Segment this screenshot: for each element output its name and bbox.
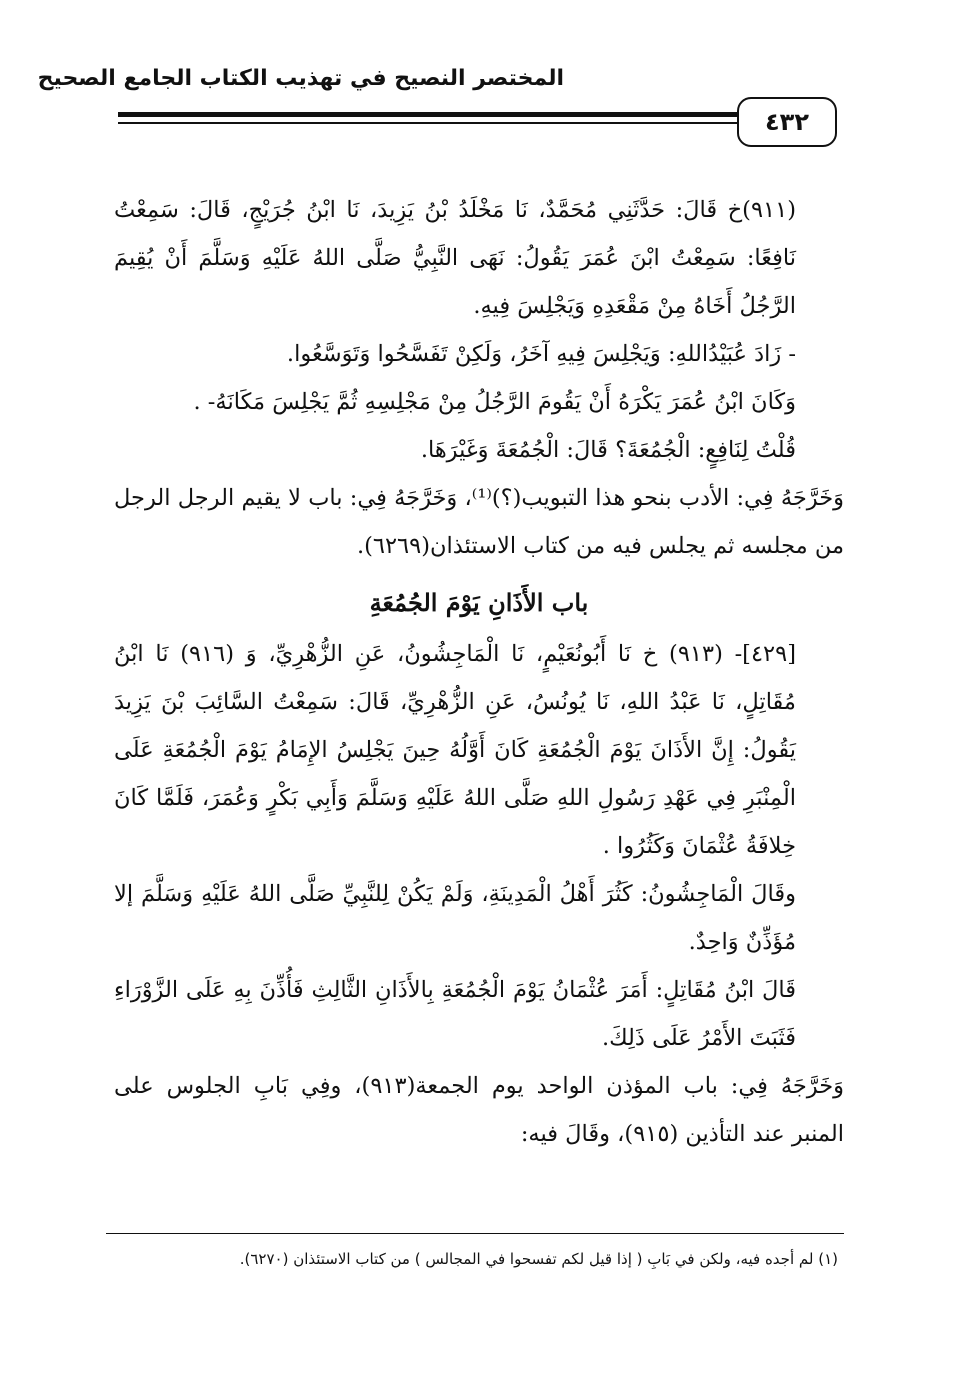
addition-ubaidullah: - زَادَ عُبَيْدُاللهِ: وَيَجْلِسَ فِيهِ آخَرُ، وَلَكِنْ تَفَسَّحُوا وَتَوَسَّعُوا. [286, 341, 796, 367]
footnote-1: (١) لم أجده فيه، ولكن في بَابِ ( إذا قيل لكم تفسحوا في المجالس ) من كتاب الاستئذان (٦٢٧٠). [239, 1250, 838, 1268]
section-heading: باب الأَذَانِ يَوْمَ الجُمُعَةِ [369, 588, 589, 617]
header-rule-thick [118, 112, 738, 117]
takhrij-paragraph-2: وَخَرَّجَهُ فِي: باب المؤذن الواحد يوم الجمعة(٩١٣)، وفِي بَابِ الجلوس على المنبر عند التأذين (٩١٥)، وقَالَ فيه: [114, 1073, 844, 1147]
ibn-muqatil-note: قَالَ ابْنُ مُقَاتِلٍ: أَمَرَ عُثْمَانُ يَوْمَ الْجُمُعَةِ بِالأَذَانِ الثَّالِثِ فَأُذِّنَ بِهِ عَلَى الزَّوْرَاءِ فَثَبَتَ الأَمْرُ عَلَى ذَلِكَ. [114, 977, 796, 1051]
header-rule-thin [118, 122, 738, 124]
hadith-429-paragraph: [٤٢٩]- (٩١٣) خ نَا أَبُونُعَيْمٍ، نَا الْمَاجِشُونُ، عَنِ الزُّهْرِيِّ، وَ (٩١٦) نَا ابْنُ مُقَاتِلٍ، نَا عَبْدُ اللهِ، نَا يُونُسُ، عَنِ الزُّهْرِيِّ، قَالَ: سَمِعْتُ السَّائِبَ بْنَ يَزِيدَ يَقُولُ: إِنَّ الأَذَانَ يَوْمَ الْجُمُعَةِ كَانَ أَوَّلُهُ حِينَ يَجْلِسُ الإِمَامُ يَوْمَ الْجُمُعَةِ عَلَى الْمِنْبَرِ فِي عَهْدِ رَسُولِ اللهِ صَلَّى اللهُ عَلَيْهِ وَسَلَّمَ وَأَبِي بَكْرٍ وَعُمَرَ، فَلَمَّا كَانَ خِلافَةُ عُثْمَانَ وَكَثُرُوا . [114, 641, 797, 859]
nafi-question: قُلْتُ لِنَافِعٍ: الْجُمُعَةَ؟ قَالَ: الْجُمُعَةَ وَغَيْرَهَا. [420, 437, 796, 463]
page-number: ٤٣٢ [737, 97, 837, 147]
ibn-umar-note: وَكَانَ ابْنُ عُمَرَ يَكْرَهُ أَنْ يَقُومَ الرَّجُلُ مِنْ مَجْلِسِهِ ثُمَّ يَجْلِسَ مَكَانَهُ- . [193, 389, 796, 415]
hadith-911-paragraph: (٩١١)خ قَالَ: حَدَّثَنِي مُحَمَّدٌ، نَا مَخْلَدُ بْنُ يَزِيدَ، نَا ابْنُ جُرَيْجٍ، قَالَ: سَمِعْتُ نَافِعًا: سَمِعْتُ ابْنَ عُمَرَ يَقُولُ: نَهَى النَّبِيُّ صَلَّى اللهُ عَلَيْهِ وَسَلَّمَ أَنْ يُقِيمَ الرَّجُلُ أَخَاهُ مِنْ مَقْعَدِهِ وَيَجْلِسَ فِيهِ. [114, 197, 796, 319]
footnote-separator [106, 1233, 844, 1234]
majishun-note: وقَالَ الْمَاجِشُونُ: كَثُرَ أَهْلُ الْمَدِينَةِ، وَلَمْ يَكُنْ لِلنَّبِيِّ صَلَّى اللهُ عَلَيْهِ وَسَلَّمَ إلا مُؤَذِّنٌ وَاحِدٌ. [114, 881, 796, 955]
main-text [114, 186, 844, 1158]
running-title: المختصر النصيح في تهذيب الكتاب الجامع الصحيح [37, 66, 564, 91]
takhrij-paragraph-1: وَخَرَّجَهُ فِي: الأدب بنحو هذا التبويب(؟)⁽¹⁾، وَخَرَّجَهُ فِي: باب لا يقيم الرجل الرجل من مجلسه ثم يجلس فيه من كتاب الاستئذان(٦٢٦٩). [114, 485, 844, 559]
